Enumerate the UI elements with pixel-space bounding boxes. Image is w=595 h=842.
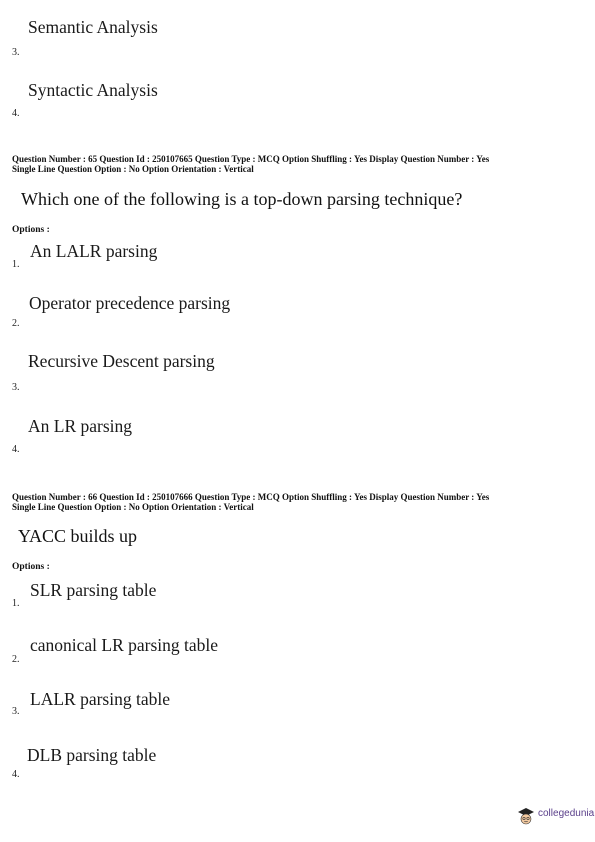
option-number: 4. (12, 108, 20, 119)
option-text: DLB parsing table (27, 745, 157, 765)
option-number: 3. (12, 47, 20, 58)
option-number: 4. (12, 444, 20, 455)
option-text: SLR parsing table (30, 580, 157, 600)
options-label: Options : (12, 562, 50, 572)
logo-wordmark: collegedunia (538, 808, 595, 819)
option-number: 1. (12, 259, 20, 270)
logo-tagline (538, 819, 594, 823)
option-text: LALR parsing table (30, 689, 170, 709)
option-text: An LALR parsing (30, 241, 158, 261)
question-text: YACC builds up (18, 526, 138, 546)
option-text: Syntactic Analysis (28, 80, 158, 100)
option-text: Operator precedence parsing (29, 293, 231, 313)
question-meta: Question Number : 66 Question Id : 250107666 Question Type : MCQ Option Shuffling : Yes Display Question Number : Yes (12, 492, 490, 502)
option-text: Semantic Analysis (28, 17, 158, 37)
option-number: 1. (12, 598, 20, 609)
question-meta: Question Number : 65 Question Id : 250107665 Question Type : MCQ Option Shuffling : Yes Display Question Number : Yes (12, 154, 490, 164)
question-meta-line2: Single Line Question Option : No Option Orientation : Vertical (12, 164, 254, 174)
option-number: 2. (12, 318, 20, 329)
option-number: 4. (12, 769, 20, 780)
question-meta-line2: Single Line Question Option : No Option Orientation : Vertical (12, 502, 254, 512)
collegedunia-logo (516, 806, 594, 826)
option-text: An LR parsing (28, 416, 133, 436)
option-number: 2. (12, 654, 20, 665)
option-number: 3. (12, 382, 20, 393)
graduate-avatar-icon (516, 806, 536, 826)
question-text: Which one of the following is a top-down parsing technique? (21, 189, 463, 209)
option-number: 3. (12, 706, 20, 717)
option-text: Recursive Descent parsing (28, 351, 215, 371)
options-label: Options : (12, 225, 50, 235)
option-text: canonical LR parsing table (30, 635, 219, 655)
